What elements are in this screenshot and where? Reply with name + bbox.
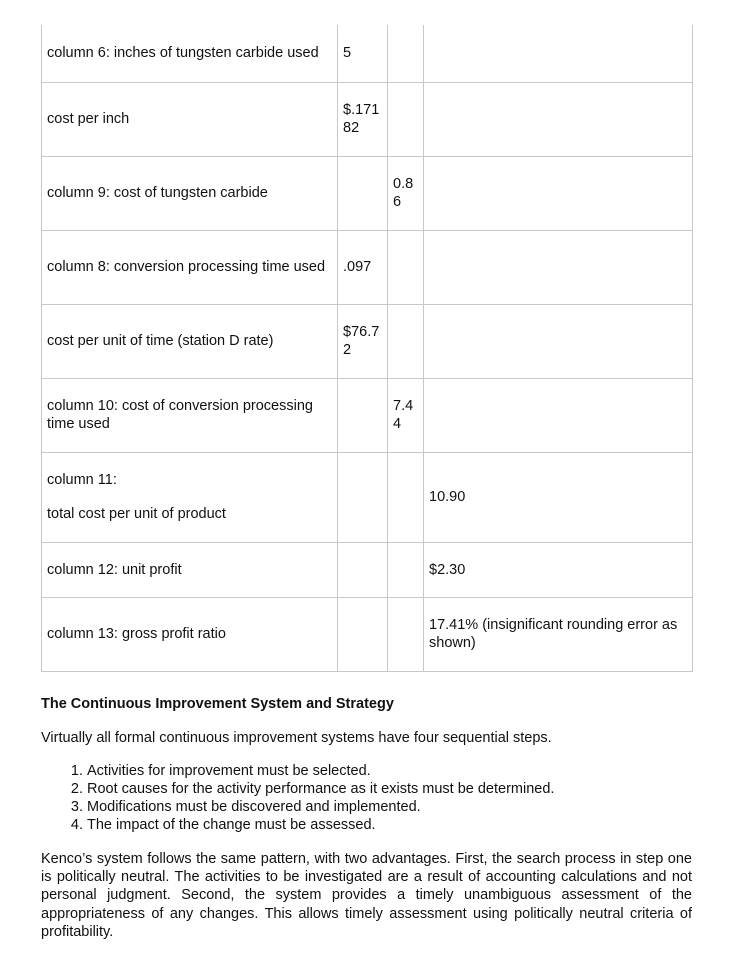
value-cell <box>424 156 693 230</box>
value-cell: 7.44 <box>388 378 424 452</box>
table-row <box>42 452 693 542</box>
value-cell: $.17182 <box>338 82 388 156</box>
value-cell <box>338 156 388 230</box>
value-cell <box>424 230 693 304</box>
value-cell: .097 <box>338 230 388 304</box>
row-label-line: total cost per unit of product <box>47 506 226 522</box>
steps-list <box>41 762 727 834</box>
row-label: column 9: cost of tungsten carbide <box>42 156 338 230</box>
value-cell <box>388 230 424 304</box>
cost-table <box>41 25 693 672</box>
table-row <box>42 25 693 82</box>
value-cell <box>424 304 693 378</box>
value-cell: 5 <box>338 25 388 82</box>
row-label: column 6: inches of tungsten carbide used <box>42 25 338 82</box>
value-cell: 10.90 <box>424 452 693 542</box>
value-cell <box>388 452 424 542</box>
value-cell <box>388 25 424 82</box>
row-label <box>42 452 338 542</box>
value-cell <box>424 25 693 82</box>
value-cell <box>338 542 388 597</box>
intro-paragraph: Virtually all formal continuous improvement systems have four sequential steps. <box>41 730 552 746</box>
value-cell: $2.30 <box>424 542 693 597</box>
value-cell <box>388 82 424 156</box>
table-row <box>42 378 693 452</box>
list-item: 3. Modifications must be discovered and implemented. <box>87 798 727 816</box>
value-cell: $76.72 <box>338 304 388 378</box>
section-heading: The Continuous Improvement System and Strategy <box>41 696 394 712</box>
row-label: column 13: gross profit ratio <box>42 597 338 671</box>
list-item: 4. The impact of the change must be assessed. <box>87 816 727 834</box>
table-row <box>42 82 693 156</box>
row-label: cost per inch <box>42 82 338 156</box>
value-cell <box>338 597 388 671</box>
value-cell <box>338 378 388 452</box>
value-cell <box>388 597 424 671</box>
value-cell <box>424 378 693 452</box>
value-cell <box>424 82 693 156</box>
value-cell <box>388 304 424 378</box>
row-label: column 12: unit profit <box>42 542 338 597</box>
row-label: column 10: cost of conversion processing time used <box>42 378 338 452</box>
table-row <box>42 597 693 671</box>
list-item: 2. Root causes for the activity performance as it exists must be determined. <box>87 780 727 798</box>
value-cell: 17.41% (insignificant rounding error as shown) <box>424 597 693 671</box>
body-paragraph: Kenco’s system follows the same pattern, with two advantages. First, the search process in step one is politically neutral. The activities to be investigated are a result of accounting calculations and not personal judgment. Second, the system provides a timely unambiguous assessment of the appropriateness of any changes. This allows timely assessment using politically neutral criteria of profitability. <box>41 851 692 940</box>
row-label: cost per unit of time (station D rate) <box>42 304 338 378</box>
value-cell <box>338 452 388 542</box>
row-label: column 8: conversion processing time used <box>42 230 338 304</box>
table-row <box>42 156 693 230</box>
value-cell <box>388 542 424 597</box>
table-row <box>42 304 693 378</box>
list-item: 1. Activities for improvement must be selected. <box>87 762 727 780</box>
value-cell: 0.86 <box>388 156 424 230</box>
table-row <box>42 542 693 597</box>
table-row <box>42 230 693 304</box>
row-label-line: column 11: <box>47 472 117 488</box>
